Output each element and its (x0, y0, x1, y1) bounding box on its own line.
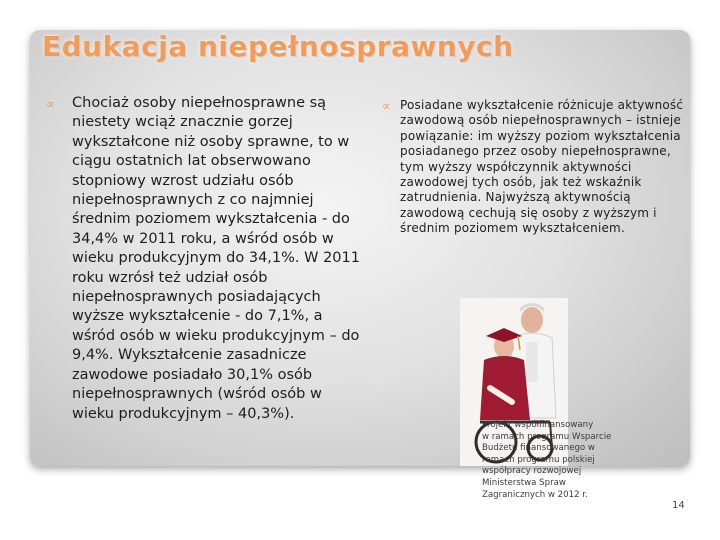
caption-line: Projekt współfinansowany (482, 420, 594, 430)
left-column-text: Chociaż osoby niepełnosprawne są niestety wciąż znacznie gorzej wykształcone niż osoby sprawne, to w ciągu ostatnich lat obserwowano stopniowy wzrost udziału osób niepełnosprawnych z co najmniej średnim poziomem wykształcenia - do 34,4% w 2011 roku, a wśród osób w wieku produkcyjnym do 34,1%. W 2011 roku wzrósł też udział osób niepełnosprawnych posiadających wyższe wykształcenie - do 7,1%, a wśród osób w wieku produkcyjnym – do 9,4%. Wykształcenie zasadnicze zawodowe posiadało 30,1% osób niepełnosprawnych (wśród osób w wieku produkcyjnym – 40,3%). (72, 95, 360, 422)
caption-line: Budżetu finansowanego w (482, 443, 595, 454)
caption-line: Zagranicznych w 2012 r. (482, 489, 588, 500)
right-column-text: Posiadane wykształcenie różnicuje aktywność zawodową osób niepełnosprawnych – istnieje powiązanie: im wyższy poziom wykształcenia posiadanego przez osoby niepełnosprawne, tym wyższy współczynnik aktywności zawodowej tych osób, jak też wskaźnik zatrudnienia. Najwyższą aktywnością zawodową cechują się osoby z wyższym i średnim poziomem wykształceniem. (400, 98, 684, 236)
caption-line: w ramach programu Wsparcie (482, 431, 612, 442)
caption-line: Ministerstwa Spraw (482, 477, 566, 488)
caption-line: współpracy rozwojowej (482, 466, 582, 477)
curl-bullet-icon: ∝ (382, 99, 391, 113)
slide-title: Edukacja niepełnosprawnych (42, 30, 514, 63)
curl-bullet-icon: ∝ (46, 97, 55, 111)
project-caption (482, 420, 642, 501)
page-number: 14 (672, 500, 685, 511)
caption-line: ramach programu polskiej (482, 454, 595, 465)
